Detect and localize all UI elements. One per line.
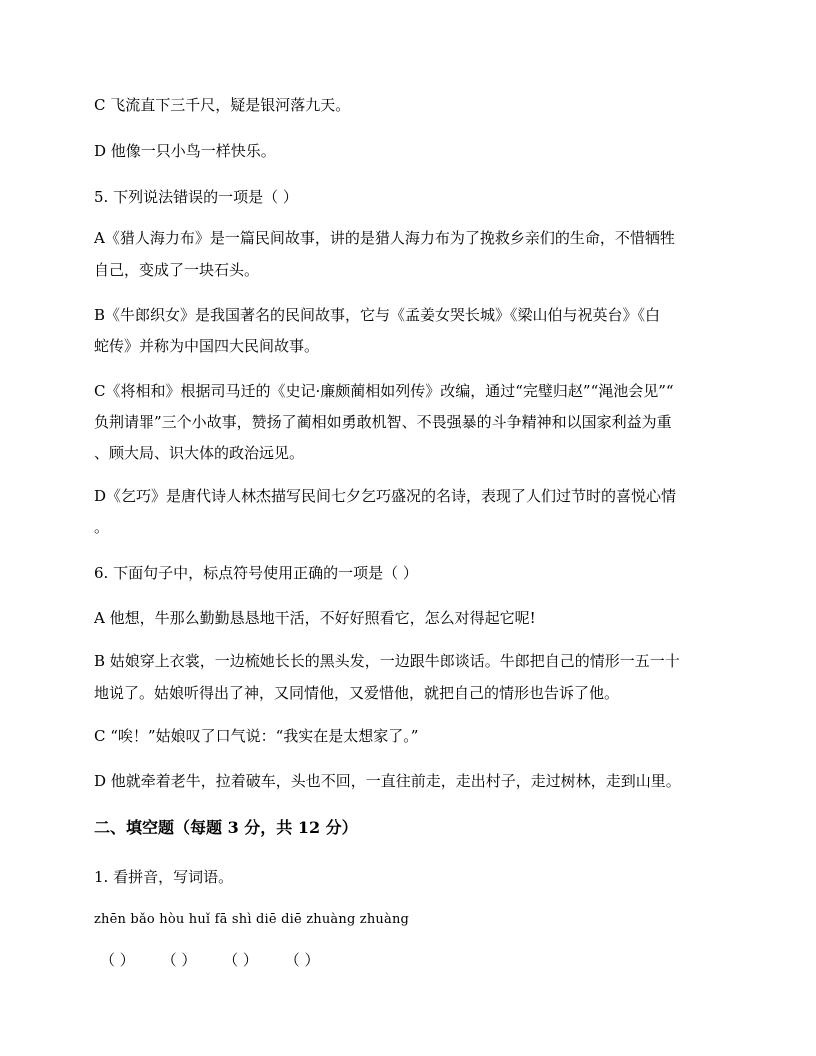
q5-option-a-line-2: 自己，变成了一块石头。 [94, 261, 260, 279]
q5-option-a-line-1: A《猎人海力布》是一篇民间故事，讲的是猎人海力布为了挽救乡亲们的生命，不惜牺牲 [94, 229, 675, 247]
q6-option-d: D 他就牵着老牛，拉着破车，头也不回，一直往前走，走出村子，走过树林，走到山里。 [94, 772, 681, 790]
option-d-bird: D 他像一只小鸟一样快乐。 [94, 142, 276, 160]
q5-option-c-line-3: 、顾大局、识大体的政治远见。 [94, 444, 305, 462]
q6-option-c: C “唉！”姑娘叹了口气说：“我实在是太想家了。” [94, 727, 419, 745]
q5-option-c-line-2: 负荆请罪”三个小故事，赞扬了蔺相如勇敢机智、不畏强暴的斗争精神和以国家利益为重 [94, 413, 672, 431]
question-6: 6. 下面句子中，标点符号使用正确的一项是（ ） [94, 564, 418, 582]
answer-blank-2[interactable]: （ ） [161, 951, 197, 969]
q6-option-a: A 他想，牛那么勤勤恳恳地干活，不好好照看它，怎么对得起它呢! [94, 609, 536, 627]
q5-option-d-line-1: D《乞巧》是唐代诗人林杰描写民间七夕乞巧盛况的名诗，表现了人们过节时的喜悦心情 [94, 487, 677, 505]
q6-option-b-line-2: 地说了。姑娘听得出了神，又同情他，又爱惜他，就把自己的情形也告诉了他。 [94, 684, 620, 702]
answer-blanks [100, 950, 730, 970]
answer-blank-3[interactable]: （ ） [223, 951, 258, 969]
q5-option-b-line-1: B《牛郎织女》是我国著名的民间故事，它与《孟姜女哭长城》《梁山伯与祝英台》《白 [94, 306, 661, 324]
pinyin-line: zhēn bǎo hòu huǐ fā shì diē diē zhuàng zhuàng [94, 912, 410, 927]
fill-question-1: 1. 看拼音，写词语。 [94, 868, 234, 886]
section-heading-fill-in: 二、填空题（每题 3 分，共 12 分） [94, 818, 358, 837]
q6-option-b-line-1: B 姑娘穿上衣裳，一边梳她长长的黑头发，一边跟牛郎谈话。牛郎把自己的情形一五一十 [94, 652, 680, 670]
q5-option-d-line-2: 。 [94, 518, 110, 536]
answer-blank-1[interactable]: （ ） [100, 951, 135, 969]
question-5: 5. 下列说法错误的一项是（ ） [94, 188, 298, 206]
option-c-poem: C 飞流直下三千尺，疑是银河落九天。 [94, 96, 351, 114]
answer-blank-4[interactable]: （ ） [284, 951, 320, 969]
q5-option-b-line-2: 蛇传》并称为中国四大民间故事。 [94, 337, 320, 355]
q5-option-c-line-1: C《将相和》根据司马迁的《史记·廉颇蔺相如列传》改编，通过“完璧归赵”“渑池会见”“ [94, 382, 674, 400]
